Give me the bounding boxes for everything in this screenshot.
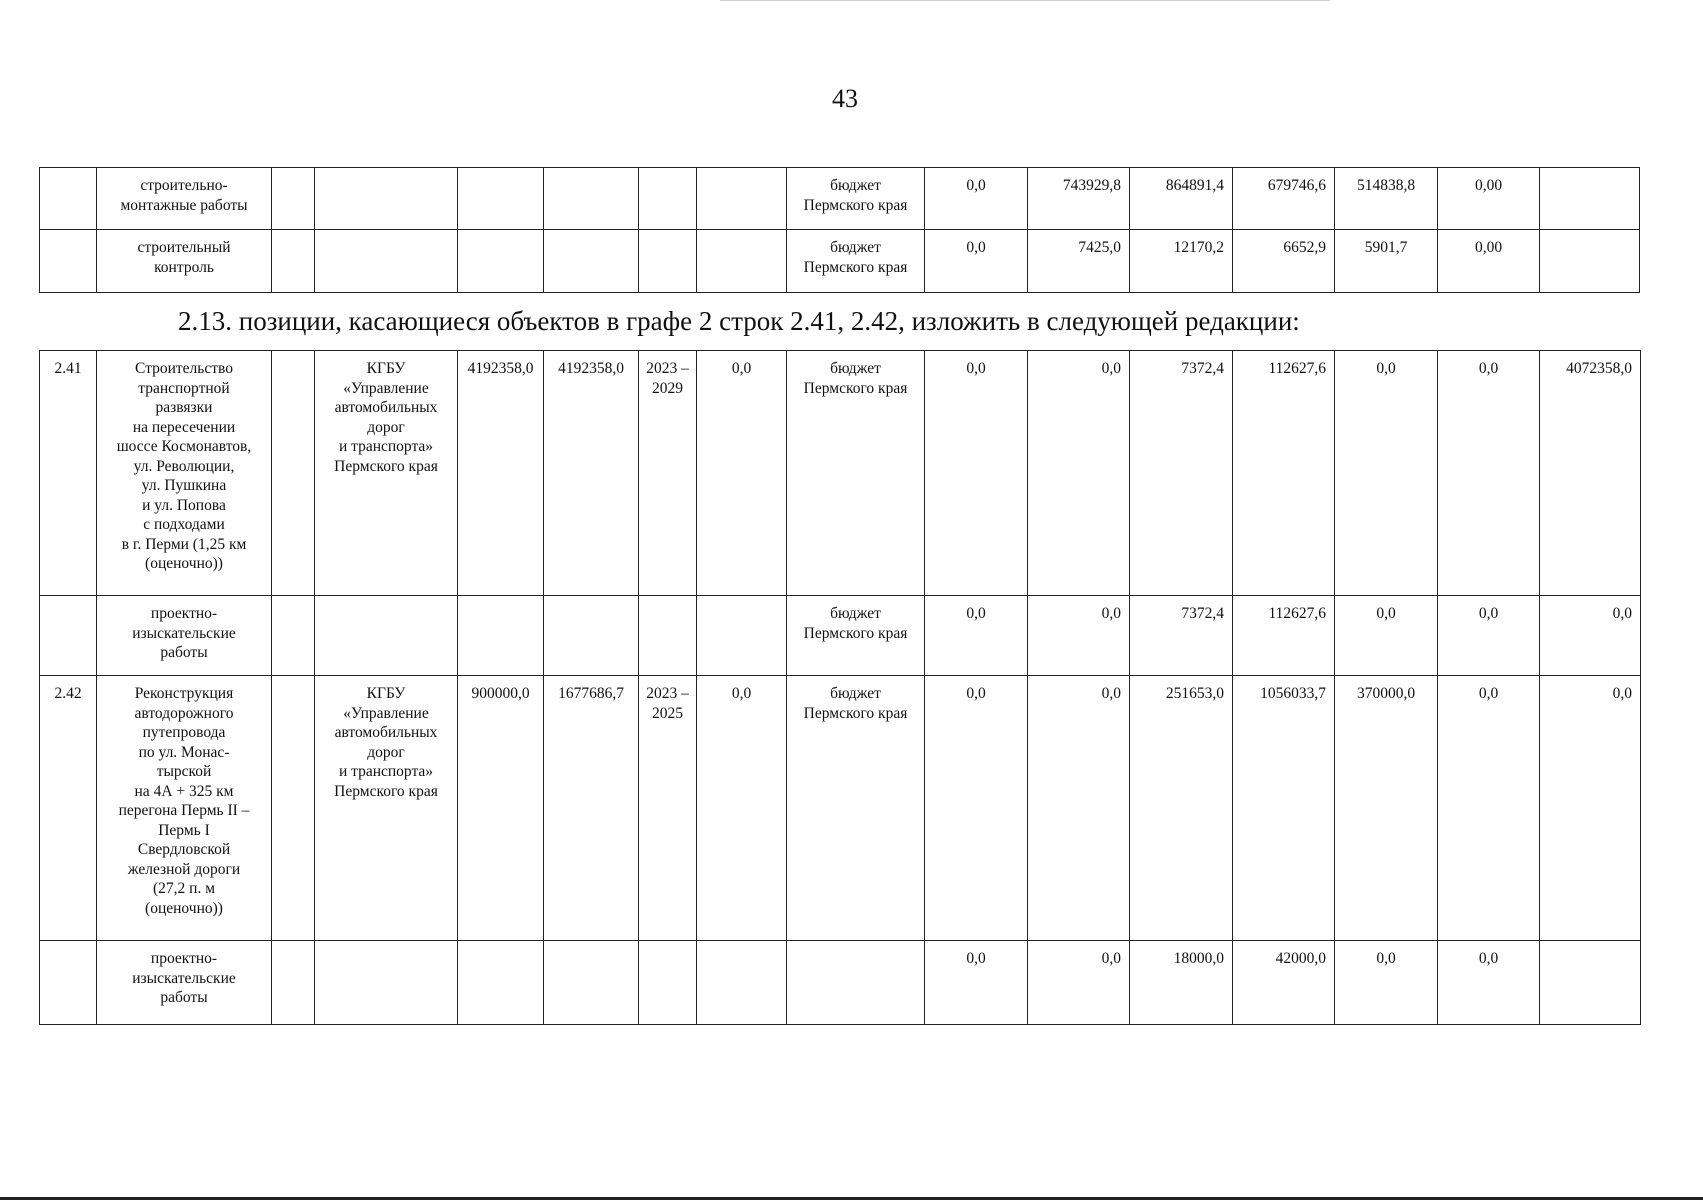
value-col-6-cell: 0,0 [1438, 676, 1540, 941]
estimated-cost-cell [458, 230, 544, 293]
value-col-3-cell: 18000,0 [1130, 941, 1233, 1025]
funding-source-cell: бюджет Пермского края [787, 676, 925, 941]
col-3-cell [272, 941, 315, 1025]
period-cell [639, 168, 697, 230]
table-row [40, 168, 1640, 230]
value-col-6-cell: 0,00 [1438, 230, 1540, 293]
row-number-cell: 2.41 [40, 351, 97, 596]
value-col-2-cell: 7425,0 [1028, 230, 1130, 293]
customer-cell: КГБУ «Управление автомобильных дорог и транспорта» Пермского края [315, 351, 458, 596]
value-col-4-cell: 679746,6 [1233, 168, 1335, 230]
value-col-4-cell: 6652,9 [1233, 230, 1335, 293]
value-col-5-cell: 0,0 [1335, 351, 1438, 596]
col-3-cell [272, 351, 315, 596]
value-col-2-cell: 0,0 [1028, 596, 1130, 676]
table-row [40, 676, 1641, 941]
table-row [40, 351, 1641, 596]
value-col-4-cell: 112627,6 [1233, 351, 1335, 596]
funding-source-cell: бюджет Пермского края [787, 168, 925, 230]
value-col-7-cell: 4072358,0 [1540, 351, 1641, 596]
col-8-cell [697, 941, 787, 1025]
total-cost-cell [544, 941, 639, 1025]
col-3-cell [272, 230, 315, 293]
value-col-7-cell: 0,0 [1540, 596, 1641, 676]
row-number-cell [40, 941, 97, 1025]
total-cost-cell [544, 596, 639, 676]
value-col-5-cell: 0,0 [1335, 941, 1438, 1025]
value-col-4-cell: 1056033,7 [1233, 676, 1335, 941]
estimated-cost-cell [458, 168, 544, 230]
value-col-2-cell: 0,0 [1028, 351, 1130, 596]
value-col-3-cell: 864891,4 [1130, 168, 1233, 230]
estimated-cost-cell: 4192358,0 [458, 351, 544, 596]
col-8-cell [697, 168, 787, 230]
value-col-5-cell: 514838,8 [1335, 168, 1438, 230]
value-col-7-cell [1540, 941, 1641, 1025]
funding-source-cell [787, 941, 925, 1025]
value-col-7-cell: 0,0 [1540, 676, 1641, 941]
funding-source-cell: бюджет Пермского края [787, 351, 925, 596]
object-name-cell: строительный контроль [97, 230, 272, 293]
col-3-cell [272, 676, 315, 941]
value-col-1-cell: 0,0 [925, 230, 1028, 293]
scan-top-edge [720, 0, 1330, 1]
row-number-cell [40, 168, 97, 230]
col-8-cell [697, 230, 787, 293]
object-name-cell: Реконструкция автодорожного путепровода по ул. Монас- тырской на 4А + 325 км перегона Пермь II – Пермь I Свердловской железной дороги (27,2 п. м (оценочно)) [97, 676, 272, 941]
period-cell [639, 941, 697, 1025]
period-cell [639, 596, 697, 676]
value-col-1-cell: 0,0 [925, 596, 1028, 676]
value-col-1-cell: 0,0 [925, 351, 1028, 596]
col-8-cell: 0,0 [697, 676, 787, 941]
row-number-cell [40, 230, 97, 293]
period-cell: 2023 – 2029 [639, 351, 697, 596]
row-number-cell: 2.42 [40, 676, 97, 941]
total-cost-cell [544, 230, 639, 293]
total-cost-cell: 1677686,7 [544, 676, 639, 941]
value-col-2-cell: 0,0 [1028, 941, 1130, 1025]
value-col-4-cell: 112627,6 [1233, 596, 1335, 676]
value-col-1-cell: 0,0 [925, 676, 1028, 941]
object-name-cell: проектно- изыскательские работы [97, 596, 272, 676]
table-main-body [40, 351, 1641, 1025]
row-number-cell [40, 596, 97, 676]
value-col-7-cell [1540, 230, 1640, 293]
estimated-cost-cell [458, 596, 544, 676]
value-col-3-cell: 7372,4 [1130, 351, 1233, 596]
funding-source-cell: бюджет Пермского края [787, 230, 925, 293]
estimated-cost-cell [458, 941, 544, 1025]
value-col-5-cell: 5901,7 [1335, 230, 1438, 293]
section-heading: 2.13. позиции, касающиеся объектов в графе 2 строк 2.41, 2.42, изложить в следующей редакции: [178, 306, 1300, 336]
total-cost-cell: 4192358,0 [544, 351, 639, 596]
total-cost-cell [544, 168, 639, 230]
value-col-7-cell [1540, 168, 1640, 230]
value-col-6-cell: 0,0 [1438, 351, 1540, 596]
period-cell [639, 230, 697, 293]
table-top-body [40, 168, 1640, 293]
value-col-2-cell: 0,0 [1028, 676, 1130, 941]
customer-cell: КГБУ «Управление автомобильных дорог и транспорта» Пермского края [315, 676, 458, 941]
value-col-3-cell: 7372,4 [1130, 596, 1233, 676]
value-col-2-cell: 743929,8 [1028, 168, 1130, 230]
object-name-cell: Строительство транспортной развязки на пересечении шоссе Космонавтов, ул. Революции, ул. Пушкина и ул. Попова с подходами в г. Перми (1,25 км (оценочно)) [97, 351, 272, 596]
customer-cell [315, 941, 458, 1025]
value-col-5-cell: 370000,0 [1335, 676, 1438, 941]
table-top [39, 167, 1640, 293]
customer-cell [315, 230, 458, 293]
value-col-4-cell: 42000,0 [1233, 941, 1335, 1025]
estimated-cost-cell: 900000,0 [458, 676, 544, 941]
value-col-3-cell: 251653,0 [1130, 676, 1233, 941]
table-row [40, 230, 1640, 293]
object-name-cell: строительно- монтажные работы [97, 168, 272, 230]
col-3-cell [272, 168, 315, 230]
value-col-6-cell: 0,0 [1438, 941, 1540, 1025]
customer-cell [315, 168, 458, 230]
period-cell: 2023 – 2025 [639, 676, 697, 941]
table-main [39, 350, 1641, 1025]
value-col-3-cell: 12170,2 [1130, 230, 1233, 293]
funding-source-cell: бюджет Пермского края [787, 596, 925, 676]
col-3-cell [272, 596, 315, 676]
table-row [40, 596, 1641, 676]
page-number: 43 [832, 84, 858, 113]
value-col-5-cell: 0,0 [1335, 596, 1438, 676]
value-col-1-cell: 0,0 [925, 941, 1028, 1025]
value-col-6-cell: 0,0 [1438, 596, 1540, 676]
value-col-1-cell: 0,0 [925, 168, 1028, 230]
col-8-cell [697, 596, 787, 676]
table-row [40, 941, 1641, 1025]
customer-cell [315, 596, 458, 676]
object-name-cell: проектно- изыскательские работы [97, 941, 272, 1025]
value-col-6-cell: 0,00 [1438, 168, 1540, 230]
col-8-cell: 0,0 [697, 351, 787, 596]
